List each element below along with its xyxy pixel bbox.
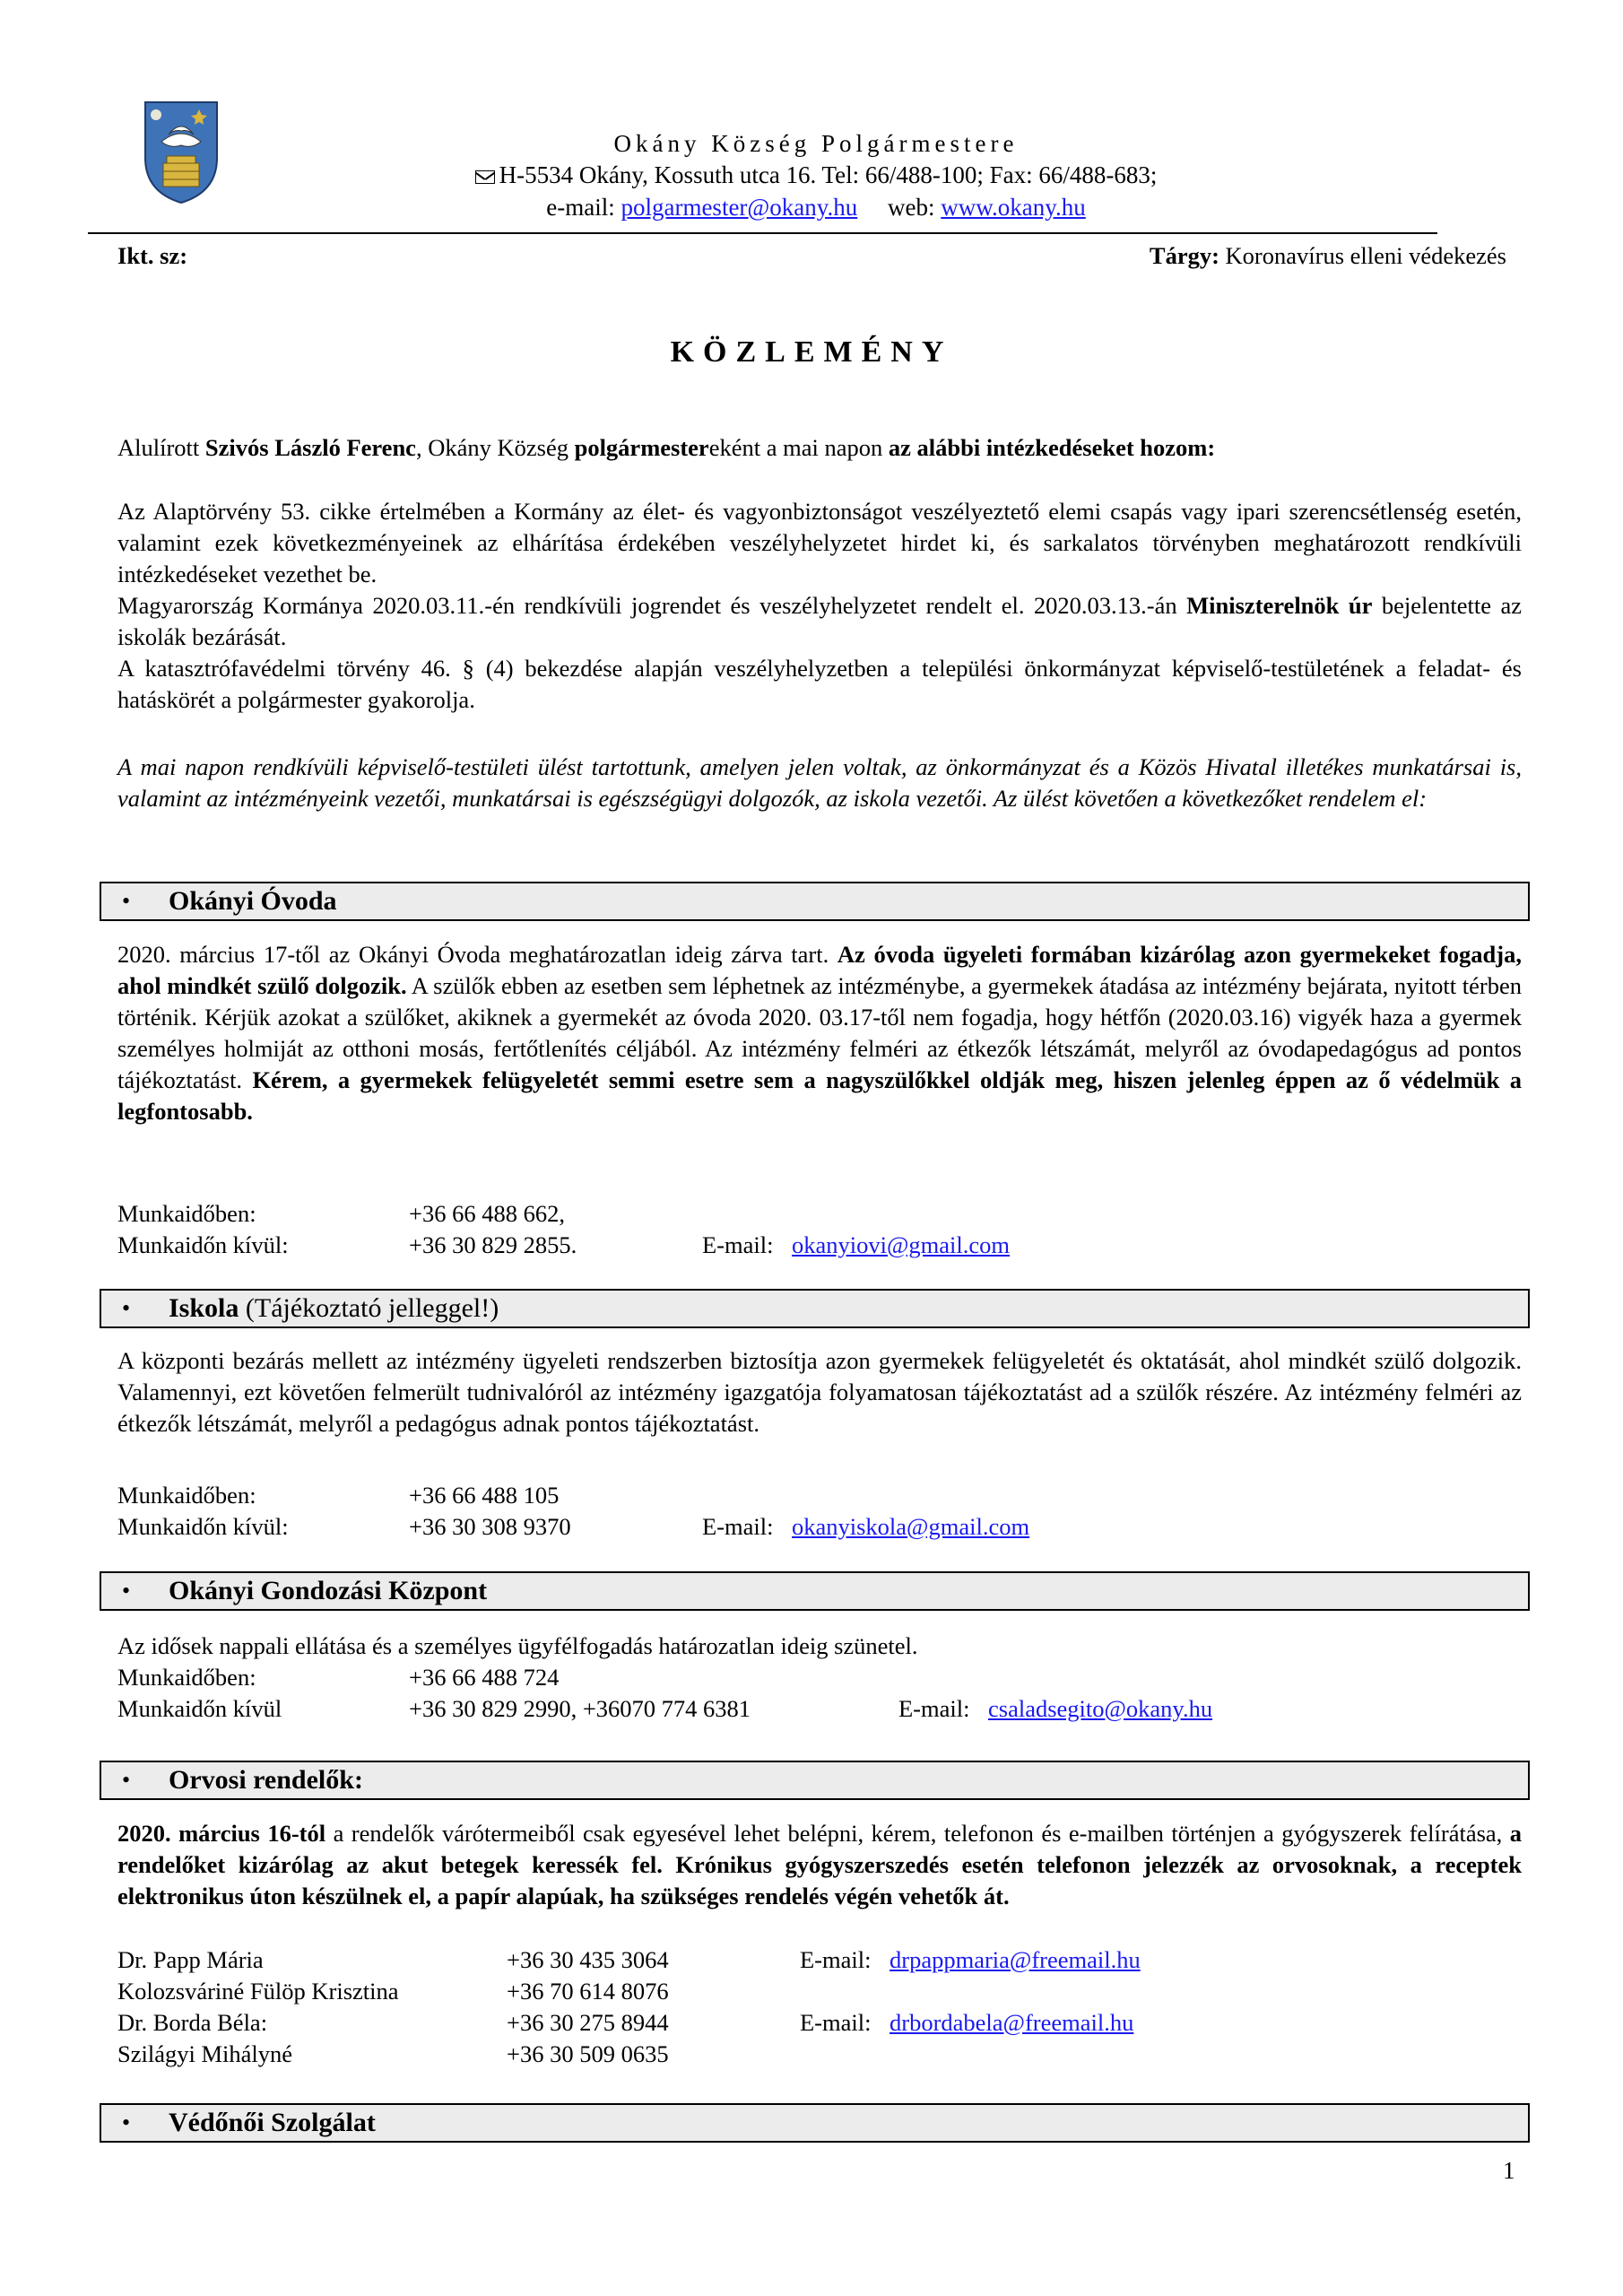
section-header-gondozasi: • Okányi Gondozási Központ [100, 1571, 1530, 1611]
iskola-paragraph: A központi bezárás mellett az intézmény ügyeleti rendszerben biztosítja azon gyermekek felügyeletét és oktatását, ahol mindkét szülő dolgozik. Valamennyi, ezt követően felmerült tudnivalóról az intézmény igazgatója folyamatosan tájékoztatást ad a szülők részére. Az intézmény felméri az étkezők létszámát, melyről a pedagógus adnak pontos tájékoztatást. [117, 1347, 1522, 1437]
org-name: Okány Község Polgármestere [613, 130, 1019, 157]
iskola-email-link[interactable]: okanyiskola@gmail.com [792, 1513, 1030, 1540]
header-email-link[interactable]: polgarmester@okany.hu [621, 194, 858, 221]
page-title: KÖZLEMÉNY [670, 335, 953, 369]
subject-line: Tárgy: Koronavírus elleni védekezés [1149, 242, 1506, 269]
intro-paragraph: Alulírott Szivós László Ferenc, Okány Község polgármestereként a mai napon az alábbi intézkedéseket hozom: [117, 434, 1216, 461]
section-header-orvosi: • Orvosi rendelők: [100, 1761, 1530, 1800]
contact-line: e-mail: polgarmester@okany.hu web: www.okany.hu [546, 194, 1086, 221]
ikt-label: Ikt. sz: [117, 242, 188, 269]
page-number: 1 [1503, 2157, 1515, 2184]
ovoda-paragraph: 2020. március 17-től az Okányi Óvoda meghatározatlan ideig zárva tart. Az óvoda ügyeleti formában kizárólag azon gyermekeket fogadja, ahol mindkét szülő dolgozik. A szülők ebben az esetben sem léphetnek az intézménybe, a gyermekek átadása az intézmény bejárata, nyitott térben történik. Kérjük azokat a szülőket, akiknek a gyermekét az óvoda 2020. 03.17-től nem fogadja, hogy hétfőn (2020.03.16) vigyék haza a gyermek személyes holmiját az otthoni mosás, fertőtlenítés céljából. Az intézmény felméri az étkezők létszámát, melyről az óvodapedagógus ad pontos tájékoztatást. Kérem, a gyermekek felügyeletét semmi esetre sem a nagyszülőkkel oldják meg, hiszen jelenleg éppen az ő védelmük a legfontosabb. [117, 941, 1522, 1125]
section-header-ovoda: • Okányi Óvoda [100, 882, 1530, 921]
ovoda-email-link[interactable]: okanyiovi@gmail.com [792, 1231, 1010, 1258]
orvosi-paragraph: 2020. március 16-tól a rendelők várótermeiből csak egyesével lehet belépni, kérem, telefonon és e-mailben történjen a gyógyszerek felírátása, a rendelőket kizárólag az akut betegek keressék fel. Krónikus gyógyszerszedés esetén telefonon jelezzék az orvosoknak, a receptek elektronikus úton készülnek el, a papír alapúak, ha szükséges rendelés végén vehetők át. [117, 1820, 1523, 1909]
header-divider [88, 232, 1437, 234]
doctor-email-link[interactable]: drpappmaria@freemail.hu [890, 1946, 1141, 1973]
address-line: H-5534 Okány, Kossuth utca 16. Tel: 66/488-100; Fax: 66/488-683; [323, 161, 1309, 189]
legal-paragraph: Az Alaptörvény 53. cikke értelmében a Kormány az élet- és vagyonbiztonságot veszélyeztető elemi csapás vagy ipari szerencsétlenség esetén, valamint ezek következményeinek az elhárítása érdekében veszélyhelyzetet hirdet ki, és sarkalatos törvényben meghatározott rendkívüli intézkedéseket vezethet be. Magyarország Kormánya 2020.03.11.-én rendkívüli jogrendet és veszélyhelyzetet rendelt el. 2020.03.13.-án Miniszterelnök úr bejelentette az iskolák bezárását. A katasztrófavédelmi törvény 46. § (4) bekezdése alapján veszélyhelyzetben a települési önkormányzat képviselő-testületének a feladat- és hatáskörét a polgármester gyakorolja. [117, 498, 1522, 713]
document-page: Okány Község Polgármestere H-5534 Okány, Kossuth utca 16. Tel: 66/488-100; Fax: 66/488-683; e-mail: polgarmester@okany.hu web: www.okany.hu Ikt. sz: Tárgy: Koronavírus elleni védekezés KÖZLEMÉNY Alulírott Szivós László Ferenc, Okány Község polgármestereként a mai napon az alábbi intézkedéseket hozom: Az Alaptörvény 53. cikke értelmében a Kormány az élet- és vagyonbiztonságot veszélyeztető elemi csapás vagy ipari szerencsétlenség esetén, valamint ezek következményeinek az elhárítása érdekében veszélyhelyzetet hirdet ki, és sarkalatos törvényben meghatározott rendkívüli intézkedéseket vezethet be. Magyarország Kormánya 2020.03.11.-én rendkívüli jogrendet és veszélyhelyzetet rendelt el. 2020.03.13.-án Miniszterelnök úr bejelentette az iskolák bezárását. A katasztrófavédelmi törvény 46. § (4) bekezdése alapján veszélyhelyzetben a települési önkormányzat képviselő-testületének a feladat- és hatáskörét a polgármester gyakorolja. A mai napon rendkívüli képviselő-testületi ülést tartottunk, amelyen jelen voltak, az önkormányzat és a Közös Hivatal illetékes munkatársai is, valamint az intézményeink vezetői, munkatársai is egészségügyi dolgozók, az iskola vezetői. Az ülést követően a következőket rendelem el: • Okányi Óvoda 2020. március 17-től az Okányi Óvoda meghatározatlan ideig zárva tart. Az óvoda ügyeleti formában kizárólag azon gyermekeket fogadja, ahol mindkét szülő dolgozik. A szülők ebben az esetben sem léphetnek az intézménybe, a gyermekek átadása az intézmény bejárata, nyitott térben történik. Kérjük azokat a szülőket, akiknek a gyermekét az óvoda 2020. 03.17-től nem fogadja, hogy hétfőn (2020.03.16) vigyék haza a gyermek személyes holmiját az otthoni mosás, fertőtlenítés céljából. Az intézmény felméri az étkezők létszámát, melyről az óvodapedagógus ad pontos tájékoztatást. Kérem, a gyermekek felügyeletét semmi esetre sem a nagyszülőkkel oldják meg, hiszen jelenleg éppen az ő védelmük a legfontosabb. Munkaidőben: +36 66 488 662, Munkaidőn kívül: +36 30 829 2855. E-mail: okanyiovi@gmail.com • Iskola (Tájékoztató jelleggel!) A központi bezárás mellett az intézmény ügyeleti rendszerben biztosítja azon gyermekek felügyeletét és oktatását, ahol mindkét szülő dolgozik. Valamennyi, ezt követően felmerült tudnivalóról az intézmény igazgatója folyamatosan tájékoztatást ad a szülők részére. Az intézmény felméri az étkezők létszámát, melyről a pedagógus adnak pontos tájékoztatást. Munkaidőben: +36 66 488 105 Munkaidőn kívül: +36 30 308 9370 E-mail: okanyiskola@gmail.com • Okányi Gondozási Központ Az idősek nappali ellátása és a személyes ügyfélfogadás határozatlan ideig szünetel. Munkaidőben: +36 66 488 724 Munkaidőn kívül +36 30 829 2990, +36070 774 6381 E-mail: csaladsegito@okany.hu • Orvosi rendelők: 2020. március 16-tól a rendelők várótermeiből csak egyesével lehet belépni, kérem, telefonon és e-mailben történjen a gyógyszerek felírátása, a rendelőket kizárólag az akut betegek keressék fel. Krónikus gyógyszerszedés esetén telefonon jelezzék az orvosoknak, a receptek elektronikus úton készülnek el, a papír alapúak, ha szükséges rendelés végén vehetők át. Dr. Papp Mária +36 30 435 3064 E-mail: drpappmaria@freemail.hu Kolozsváriné Fülöp Krisztina +36 70 614 8076 Dr. Borda Béla: +36 30 275 8944 E-mail: drbordabela@freemail.hu Szilágyi Mihályné +36 30 509 0635 • Védőnői Szolgálat 1 [0, 0, 1623, 2296]
meeting-paragraph: A mai napon rendkívüli képviselő-testületi ülést tartottunk, amelyen jelen voltak, az önkormányzat és a Közös Hivatal illetékes munkatársai is, valamint az intézményeink vezetői, munkatársai is egészségügyi dolgozók, az iskola vezetői. Az ülést követően a következőket rendelem el: [117, 753, 1522, 812]
doctor-email-link[interactable]: drbordabela@freemail.hu [890, 2009, 1134, 2036]
envelope-icon [475, 170, 495, 184]
header-web-link[interactable]: www.okany.hu [941, 194, 1086, 221]
gondozasi-email-link[interactable]: csaladsegito@okany.hu [988, 1695, 1213, 1722]
section-header-iskola: • Iskola (Tájékoztató jelleggel!) [100, 1289, 1530, 1328]
section-header-vedonoi: • Védőnői Szolgálat [100, 2103, 1530, 2143]
okany-coat-of-arms [142, 99, 221, 206]
